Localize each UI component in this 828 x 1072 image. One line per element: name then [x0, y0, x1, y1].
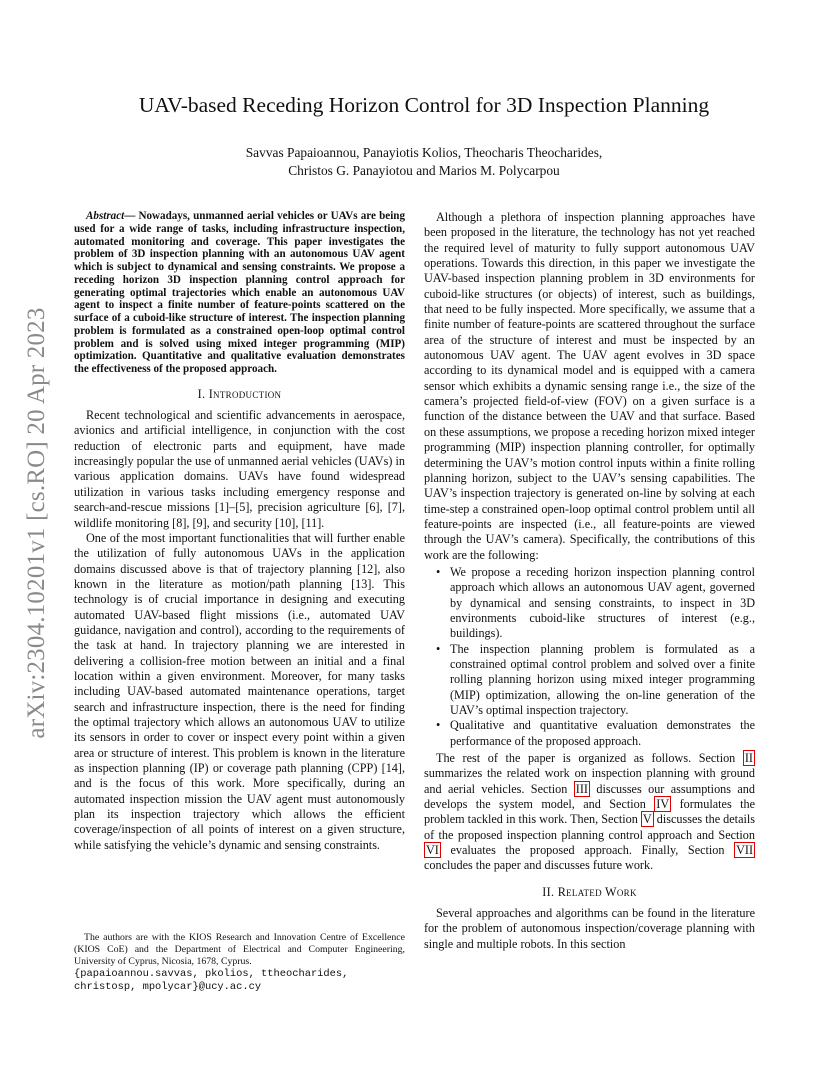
bullet-icon: •: [436, 718, 441, 733]
right-column: [424, 210, 755, 952]
footnote-emails-domain: @ucy.ac.cy: [198, 980, 262, 993]
intro-paragraph-1: Recent technological and scientific advancements in aerospace, avionics and artificial intelligence, in conjunction with the cost reduction of electronic parts and equipment, have made increasingly popular the use of unmanned aerial vehicles (UAVs) in various application domains. UAVs have found widespread utilization in various tasks including emergency response and search-and-rescue missions [1]–[5], precision agriculture [6], [7], wildlife monitoring [8], [9], and security [10], [11].: [74, 408, 405, 530]
abstract-text: — Nowadays, unmanned aerial vehicles or UAVs are being used for a wide range of tasks, including infrastructure inspection, automated monitoring and coverage. This paper investigates the problem of 3D inspection planning with an autonomous UAV agent which is subject to dynamical and sensing constraints. We propose a receding horizon 3D inspection planning control approach for generating optimal trajectories which enable an autonomous UAV agent to inspect a finite number of feature-points scattered on the surface of a cuboid-like structure of interest. The inspection planning problem is formulated as a constrained open-loop optimal control problem and is solved using mixed integer programming (MIP) optimization. Quantitative and qualitative evaluation demonstrates the effectiveness of the proposed approach.: [74, 210, 405, 375]
organization-text: concludes the paper and discusses future work.: [424, 858, 654, 873]
contribution-text: We propose a receding horizon inspection planning control approach which allows an autonomous UAV agent, governed by dynamical and sensing constraints, to inspect in 3D environments cuboid-like structures of interest (e.g., buildings).: [450, 564, 755, 641]
author-footnote: [74, 932, 405, 993]
author-list: [74, 144, 774, 180]
authors-line-2: Christos G. Panayiotou and Marios M. Polycarpou: [288, 163, 560, 178]
arxiv-identifier: arXiv:2304.10201v1 [cs.RO] 20 Apr 2023: [23, 306, 50, 739]
list-item: [424, 718, 755, 749]
abstract: [74, 210, 405, 376]
organization-paragraph: [424, 751, 755, 874]
contribution-text: The inspection planning problem is formulated as a constrained optimal control problem and solved over a finite rolling planning horizon using mixed integer programming (MIP) optimization, allowing the on-line generation of the UAV’s optimal inspection trajectory.: [450, 641, 755, 717]
organization-text: evaluates the proposed approach. Finally, Section: [440, 843, 735, 858]
section-heading-introduction: [74, 387, 405, 402]
section-title: Related Work: [557, 884, 637, 899]
left-column: [74, 210, 405, 853]
section-title: Introduction: [208, 386, 282, 401]
paper-title: UAV-based Receding Horizon Control for 3D Inspection Planning: [138, 93, 710, 117]
list-item: [424, 642, 755, 719]
section-link-vii[interactable]: VII: [736, 843, 753, 858]
list-item: [424, 565, 755, 642]
motivation-paragraph: Although a plethora of inspection planning approaches have been proposed in the literature, the technology has not yet reached the required level of maturity to fully support autonomous UAV operations. Towards this direction, in this paper we investigate the UAV-based inspection planning problem in 3D environments for cuboid-like structures (or objects) of interest, such as buildings, that need to be fully inspected. More specifically, we assume that a finite number of feature-points are scattered throughout the surface area of the structure of interest and must be inspected by an autonomous UAV agent. The UAV agent evolves in 3D space according to its dynamical model and is equipped with a camera sensor which exhibits a dynamic sensing range i.e., the size of the camera’s projected field-of-view (FOV) on a given surface is a function of the distance between the UAV and that surface. Based on these assumptions, we propose a receding horizon mixed integer programming (MIP) inspection planning controller, for optimally determining the UAV’s motion control inputs within a finite rolling planning horizon, subject to the UAV’s sensing capabilities. The UAV’s inspection trajectory is generated on-line by solving at each time-step a constrained open-loop optimal control problem until all feature-points are inspected (i.e., all feature-points are viewed through the UAV’s camera). Specifically, the contributions of this work are the following:: [424, 210, 755, 562]
bullet-icon: •: [436, 641, 441, 656]
organization-text: The rest of the paper is organized as follows. Section: [436, 751, 743, 766]
footnote-emails: [74, 968, 405, 993]
organization-text: discusses the details of the proposed inspection planning control approach and Section: [424, 812, 755, 842]
section-link-iii[interactable]: III: [575, 781, 588, 796]
related-work-paragraph: Several approaches and algorithms can be found in the literature for the problem of autonomous inspection/coverage planning with single and multiple robots. In this section: [424, 906, 755, 951]
bullet-icon: •: [436, 564, 441, 579]
section-link-v[interactable]: V: [642, 812, 652, 827]
footnote-emails-line-1: {papaioannou.savvas, pkolios, ttheocharides,: [74, 968, 349, 980]
section-heading-related-work: [424, 885, 755, 900]
section-link-vi[interactable]: VI: [426, 843, 439, 858]
section-number: I.: [197, 386, 206, 401]
organization-text: formulates the problem tackled in this work. Then, Section: [424, 797, 755, 827]
section-number: II.: [542, 884, 555, 899]
footnote-affiliation: The authors are with the KIOS Research and Innovation Centre of Excellence (KIOS CoE) and the Department of Electrical and Computer Engineering, University of Cyprus, Nicosia, 1678, Cyprus.: [74, 932, 405, 967]
arxiv-stamp: [22, 285, 52, 760]
abstract-label: Abstract: [86, 210, 125, 222]
contributions-list: [424, 565, 755, 749]
footnote-emails-line-2: christosp, mpolycar}: [74, 980, 199, 993]
contribution-text: Qualitative and quantitative evaluation demonstrates the performance of the proposed approach.: [450, 718, 755, 748]
section-link-iv[interactable]: IV: [656, 797, 670, 812]
section-link-ii[interactable]: II: [744, 751, 753, 766]
organization-text: summarizes the related work on inspection planning with ground and aerial vehicles. Section: [424, 766, 755, 796]
organization-text: discusses our assumptions and develops the system model, and Section: [424, 781, 755, 812]
authors-line-1: Savvas Papaioannou, Panayiotis Kolios, Theocharis Theocharides,: [245, 145, 603, 160]
intro-paragraph-2: One of the most important functionalities that will further enable the utilization of fully autonomous UAVs in the application domains discussed above is that of trajectory planning [12], also known in the literature as motion/path planning [13]. This technology is of crucial importance in designing and executing automated UAV-based flight missions (i.e., automated UAV guidance, navigation and control), according to the requirements of the task at hand. In trajectory planning we are interested in delivering a collision-free motion between an initial and a final location within a given environment. Moreover, for many tasks including UAV-based automated maintenance operations, target search and infrastructure inspection, there is the need for finding the optimal trajectory which allows an autonomous UAV to utilize its sensors in order to cover or inspect every point within a given area or structure of interest. This problem is known in the literature as inspection planning (IP) or coverage path planning (CPP) [14], and is the focus of this work. More specifically, during an automated inspection mission the UAV agent must autonomously plan its inspection trajectory which allows the efficient coverage/inspection of all points of interest on a given structure, while satisfying the vehicle’s dynamic and sensing constraints.: [74, 530, 405, 852]
